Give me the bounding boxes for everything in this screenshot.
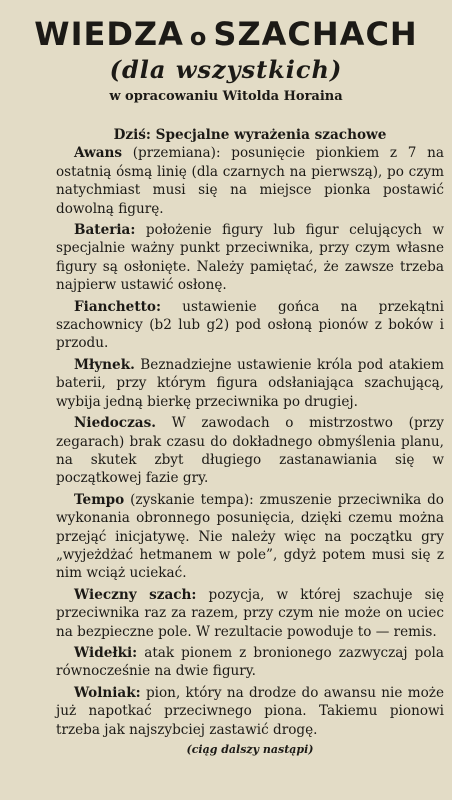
entry-term: Młynek. [74,356,135,373]
entry-bateria [56,221,444,295]
entry-wolniak [56,684,444,739]
entry-tempo [56,491,444,583]
entry-text: (zyskanie tempa): zmuszenie przeciwnika do wykonania obronnego posunięcia, dzięki czemu można przejąć inicjatywę. Nie należy więc na początku gry „wyjeżdżać hetmanem w pole”, gdyż potem musi się z nim wciąż uciekać. [56,491,444,582]
entry-term: Awans [74,145,123,162]
entry-term: Wieczny szach: [74,586,197,603]
title-word-wiedza: WIEDZA [34,15,184,53]
entry-niedoczas [56,414,444,488]
entry-text: pion, który na drodze do awansu nie może już napotkać przeciwnego piona. Takiemu pionowi trzeba jak najszybciej zastawić drogę. [56,684,444,738]
entry-term: Fianchetto: [74,298,161,315]
entry-fianchetto [56,298,444,353]
article-byline: w opracowaniu Witolda Horaina [109,89,343,104]
title-word-o: o [189,23,208,51]
entry-text: Beznadziejne ustawienie króla pod atakiem baterii, przy którym figura odsłaniająca szachującą, wybija jedną bierkę przeciwnika po drugiej. [56,356,444,410]
article-subtitle: (dla wszystkich) [109,55,343,84]
entry-term: Bateria: [74,222,136,239]
entry-widelki [56,644,444,681]
entry-term: Niedoczas. [74,415,157,432]
continuation-note: (ciąg dalszy nastąpi) [186,743,314,756]
entry-text: (przemiana): posunięcie pionkiem z 7 na ostatnią ósmą linię (dla czarnych na pierwszą), po czym natychmiast musi się na miejsce pionka postawić dowolną figurę. [56,145,444,217]
entry-awans [56,144,444,218]
entry-term: Widełki: [74,644,138,661]
entry-mlynek [56,356,444,411]
entry-text: W zawodach o mistrzostwo (przy zegarach) brak czasu do dokładnego obmyślenia planu, na skutek zbyt długiego zastanawiania się w początkowej fazie gry. [56,415,444,487]
entry-term: Tempo [74,491,125,508]
entry-term: Wolniak: [74,684,141,701]
entry-wieczny-szach [56,586,444,641]
entry-text: atak pionem z bronionego zazwyczaj pola równocześnie na dwie figury. [56,644,444,680]
article-body [56,126,444,758]
entry-text: położenie figury lub figur celujących w specjalnie ważny punkt przeciwnika, przy czym własne figury są osłonięte. Należy pamiętać, że zawsze trzeba najpierw ustawić osłonę. [56,222,444,294]
article-title [0,14,452,57]
entry-text: ustawienie gońca na przekątni szachownicy (b2 lub g2) pod osłoną pionów z boków i przodu. [56,298,444,352]
article-intro: Dziś: Specjalne wyrażenia szachowe [113,127,387,143]
title-word-szachach: SZACHACH [213,15,418,53]
entry-text: pozycja, w której szachuje się przeciwnika raz za razem, przy czym nie może on uciec na bezpieczne pole. W rezultacie powoduje to — remis. [56,586,444,640]
